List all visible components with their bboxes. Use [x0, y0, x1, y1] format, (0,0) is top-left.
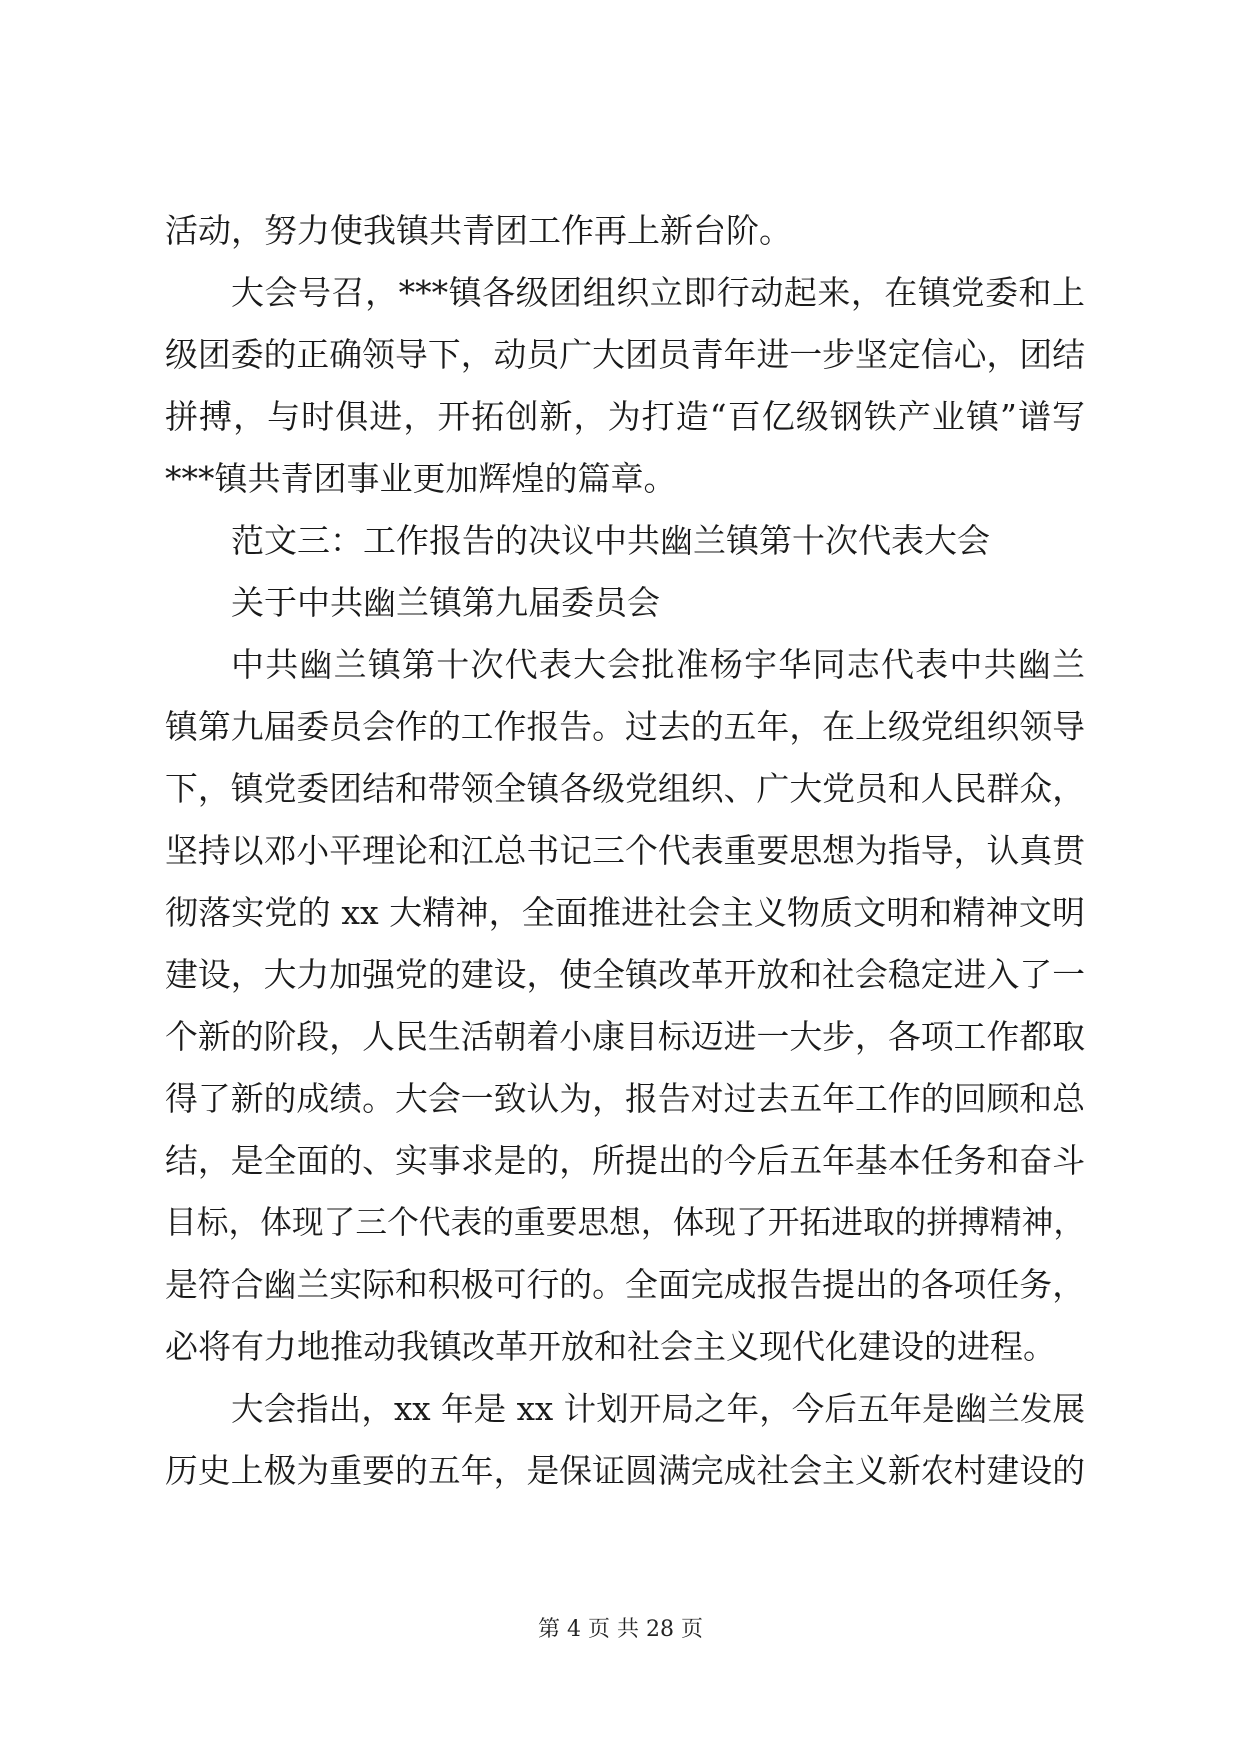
text-line: 中共幽兰镇第十次代表大会批准杨宇华同志代表中共幽兰 — [231, 645, 1085, 684]
page-footer: 第 4 页 共 28 页 — [538, 1617, 703, 1642]
text-line: 建设，大力加强党的建设，使全镇改革开放和社会稳定进入了一 — [165, 956, 1085, 994]
text-line: 结，是全面的、实事求是的，所提出的今后五年基本任务和奋斗 — [165, 1142, 1085, 1180]
text-line: 镇第九届委员会作的工作报告。过去的五年，在上级党组织领导 — [165, 708, 1085, 746]
document-body — [165, 200, 1085, 1502]
text-line: 大会指出，xx 年是 xx 计划开局之年，今后五年是幽兰发展 — [231, 1390, 1085, 1428]
text-line: 必将有力地推动我镇改革开放和社会主义现代化建设的进程。 — [165, 1327, 1056, 1366]
text-line: 范文三：工作报告的决议中共幽兰镇第十次代表大会 — [231, 521, 990, 560]
text-line: 彻落实党的 xx 大精神，全面推进社会主义物质文明和精神文明 — [165, 893, 1085, 932]
text-line: 关于中共幽兰镇第九届委员会 — [231, 583, 660, 622]
text-line: 拼搏，与时俱进，开拓创新，为打造“百亿级钢铁产业镇”谱写 — [165, 397, 1085, 436]
text-line: 历史上极为重要的五年，是保证圆满完成社会主义新农村建设的 — [165, 1452, 1085, 1490]
text-line: 个新的阶段，人民生活朝着小康目标迈进一大步，各项工作都取 — [165, 1018, 1085, 1056]
text-line: 是符合幽兰实际和积极可行的。全面完成报告提出的各项任务， — [165, 1266, 1085, 1304]
text-line: 下，镇党委团结和带领全镇各级党组织、广大党员和人民群众， — [165, 770, 1085, 808]
text-line: 坚持以邓小平理论和江总书记三个代表重要思想为指导，认真贯 — [165, 832, 1085, 870]
text-line: 大会号召，***镇各级团组织立即行动起来，在镇党委和上 — [231, 273, 1085, 312]
text-line: 得了新的成绩。大会一致认为，报告对过去五年工作的回顾和总 — [165, 1080, 1085, 1118]
text-line: ***镇共青团事业更加辉煌的篇章。 — [165, 459, 677, 498]
text-line: 级团委的正确领导下，动员广大团员青年进一步坚定信心，团结 — [165, 336, 1085, 374]
text-line: 活动，努力使我镇共青团工作再上新台阶。 — [165, 211, 792, 250]
text-line: 目标，体现了三个代表的重要思想，体现了开拓进取的拼搏精神， — [165, 1205, 1085, 1241]
